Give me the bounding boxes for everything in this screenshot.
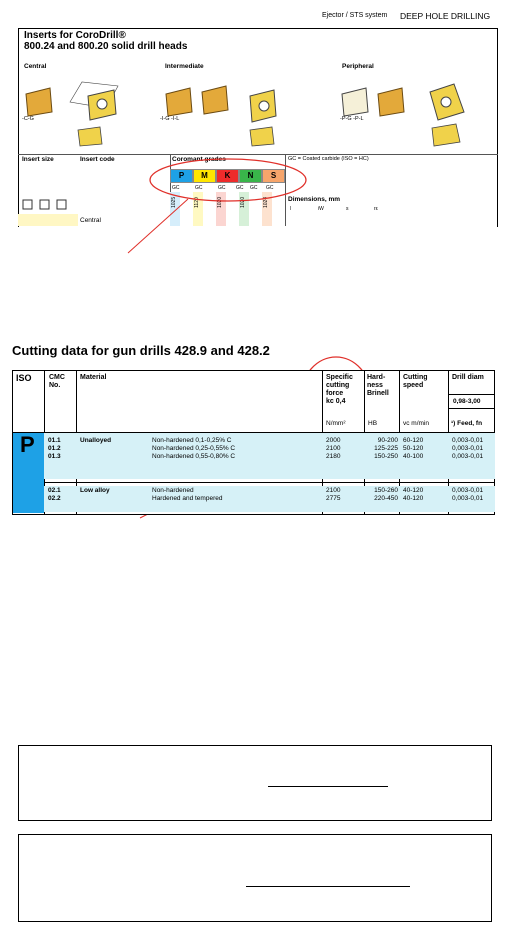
row-central: Central [80, 217, 101, 224]
feed-value: 0,003-0,01 [452, 445, 484, 452]
col-insert-size: Insert size [22, 156, 54, 163]
divider [448, 394, 495, 395]
dimensions-label: Dimensions, mm [288, 196, 341, 203]
material-desc: Non-hardened 0,1-0,25% C [152, 437, 232, 444]
grade-P: P [170, 169, 193, 183]
gc-label: GC [236, 185, 244, 191]
hb-value: 150-250 [374, 453, 398, 460]
cmc-no: 01.2 [48, 445, 61, 452]
cmc-no: 01.1 [48, 437, 61, 444]
feed-value: 0,003-0,01 [452, 487, 484, 494]
iso-p-letter: P [20, 432, 35, 457]
force-value: 2775 [326, 495, 341, 502]
grade-number: 1024 [263, 196, 269, 208]
col-force: Specific cutting force kc 0,4 [326, 374, 353, 405]
hb-value: 125-225 [374, 445, 398, 452]
col-diam: Drill diam [452, 374, 484, 381]
answer-line-1[interactable] [268, 786, 388, 787]
force-value: 2100 [326, 487, 341, 494]
group-name: Low alloy [80, 487, 110, 494]
group-name: Unalloyed [80, 437, 112, 444]
material-desc: Non-hardened 0,25-0,55% C [152, 445, 236, 452]
gc-label: GC [218, 185, 226, 191]
hardness-unit: HB [368, 420, 378, 427]
grade-M: M [193, 169, 216, 183]
peripheral-codes: -P-G -P-L [340, 116, 364, 122]
feed-value: 0,003-0,01 [452, 453, 484, 460]
hb-value: 150-260 [374, 487, 398, 494]
vc-value: 60-120 [403, 437, 424, 444]
col-iso: ISO [16, 373, 32, 383]
answer-line-2[interactable] [246, 886, 410, 887]
vc-value: 40-120 [403, 495, 424, 502]
col-cmc: CMC No. [49, 374, 65, 389]
col-hardness: Hard- ness Brinell [367, 374, 389, 397]
vc-value: 40-100 [403, 453, 424, 460]
group-intermediate: Intermediate [165, 63, 204, 70]
cutting-data-title: Cutting data for gun drills 428.9 and 428.2 [12, 343, 270, 358]
material-desc: Hardened and tempered [152, 495, 223, 502]
divider [448, 408, 495, 409]
group-band [44, 486, 495, 512]
grade-number: 1025 [171, 196, 177, 208]
dim-col: iW [318, 206, 324, 212]
feed-value: 0,003-0,01 [452, 437, 484, 444]
vc-value: 50-120 [403, 445, 424, 452]
grade-K: K [216, 169, 239, 183]
central-codes: -C-G [22, 116, 34, 122]
divider [44, 482, 495, 483]
cmc-no: 02.2 [48, 495, 61, 502]
gc-label: GC [250, 185, 258, 191]
group-band [44, 433, 495, 479]
grade-number: 1020 [217, 196, 223, 208]
col-speed: Cutting speed [403, 374, 428, 389]
cmc-no: 01.3 [48, 453, 61, 460]
col-material: Material [80, 374, 107, 381]
force-value: 2000 [326, 437, 341, 444]
grade-number: 1020 [240, 196, 246, 208]
dim-col: rε [374, 206, 378, 212]
group-central: Central [24, 63, 47, 70]
speed-unit: vc m/min [403, 420, 429, 427]
intermediate-codes: -I-G -I-L [160, 116, 180, 122]
system-label: Ejector / STS system [322, 12, 388, 19]
grade-N: N [239, 169, 262, 183]
col-coromant-grades: Coromant grades [172, 156, 226, 163]
inserts-title: Inserts for CoroDrill® 800.24 and 800.20 solid drill heads [24, 30, 188, 52]
answer-box-2[interactable] [18, 834, 492, 922]
feed-value: 0,003-0,01 [452, 495, 484, 502]
section-label: DEEP HOLE DRILLING [400, 11, 491, 21]
answer-box-1[interactable] [18, 745, 492, 821]
hb-value: 90-200 [377, 437, 398, 444]
col-insert-code: Insert code [80, 156, 115, 163]
force-value: 2180 [326, 453, 341, 460]
gc-label: GC [172, 185, 180, 191]
dim-col: l [290, 206, 292, 212]
force-value: 2100 [326, 445, 341, 452]
material-desc: Non-hardened 0,55-0,80% C [152, 453, 236, 460]
gc-label: GC [195, 185, 203, 191]
gc-label: GC [266, 185, 274, 191]
feed-unit: ¹) Feed, fn [451, 420, 483, 427]
dim-col: s [346, 206, 349, 212]
gc-note: GC = Coated carbide (ISO = HC) [288, 156, 369, 162]
material-desc: Non-hardened [152, 487, 194, 494]
force-unit: N/mm² [326, 420, 346, 427]
grade-number: 1120 [194, 197, 200, 208]
group-peripheral: Peripheral [342, 63, 374, 70]
vc-value: 40-120 [403, 487, 424, 494]
hb-value: 220-450 [374, 495, 398, 502]
grade-S: S [262, 169, 285, 183]
diam-range: 0,98-3,00 [453, 398, 481, 405]
cmc-no: 02.1 [48, 487, 61, 494]
